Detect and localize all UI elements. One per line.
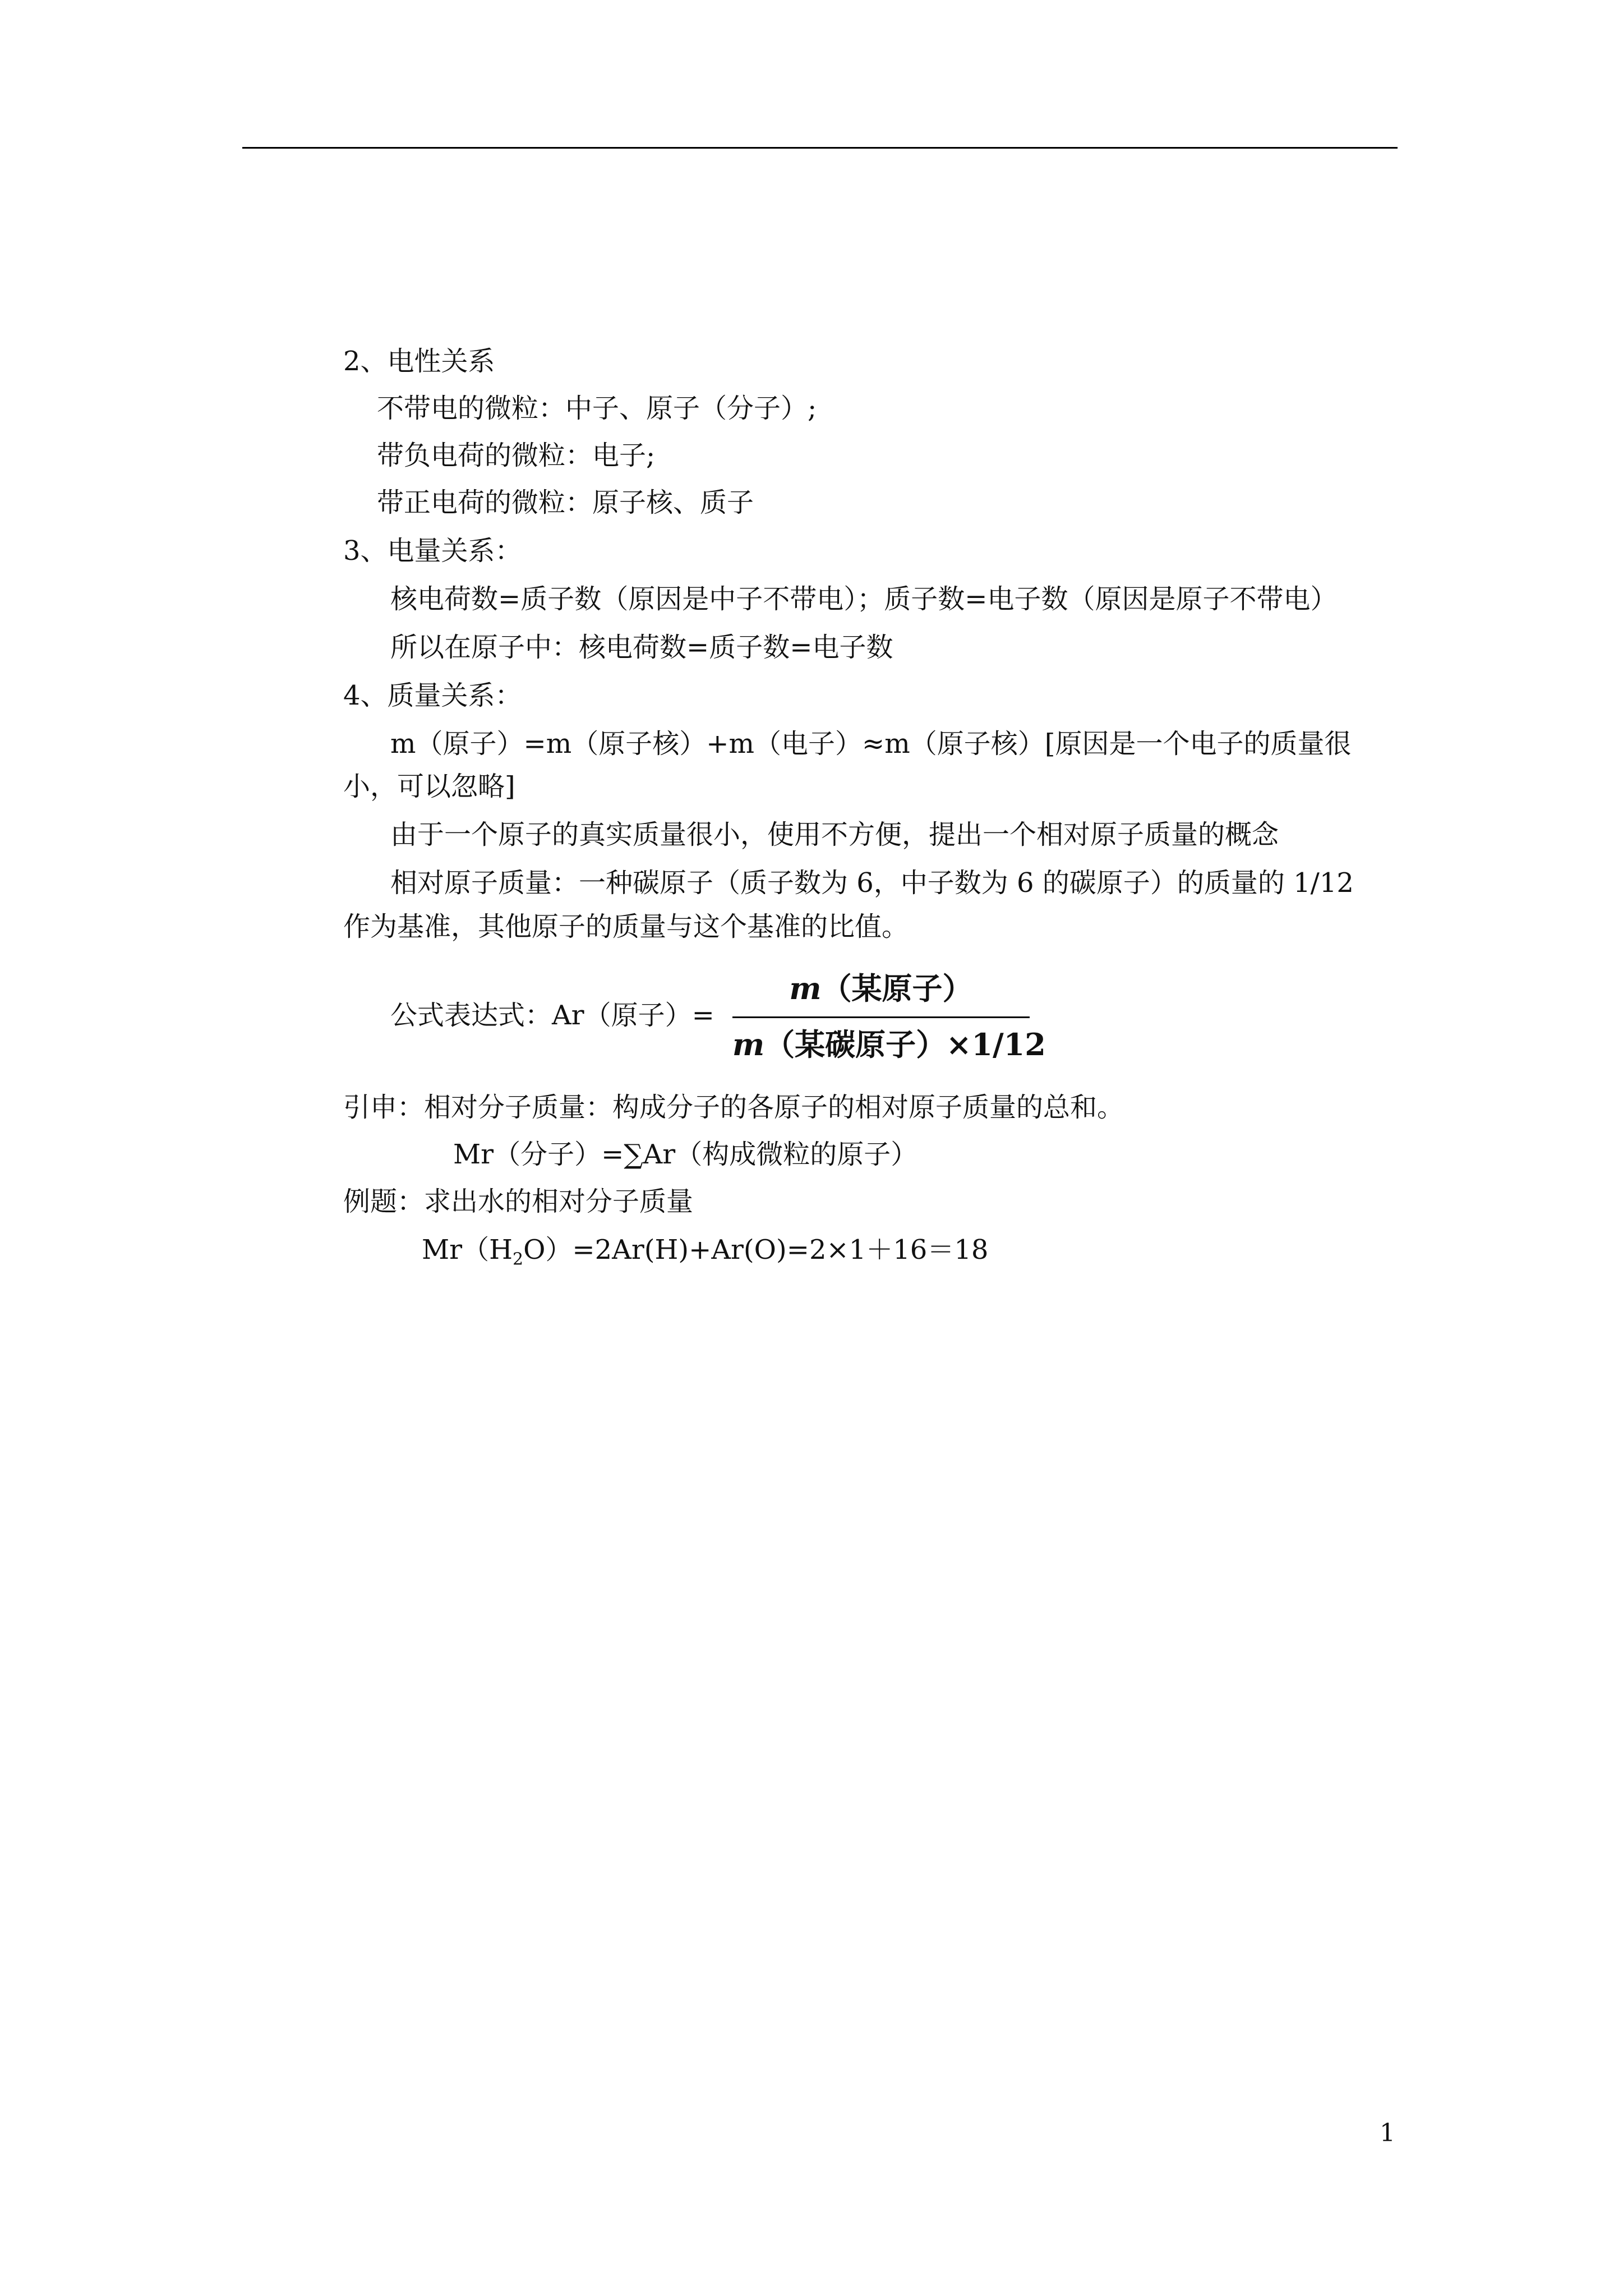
text-positive-particles: 带正电荷的微粒：原子核、质子 xyxy=(377,487,754,518)
text-uncharged-particles: 不带电的微粒：中子、原子（分子）; xyxy=(377,393,817,424)
text-example-calculation xyxy=(422,1233,988,1267)
section-heading-mass: 4、质量关系： xyxy=(343,680,522,711)
text-mr-formula: Mr（分子）=∑Ar（构成微粒的原子） xyxy=(453,1139,918,1170)
calc-suffix: O）=2Ar(H)+Ar(O)=2×1＋16＝18 xyxy=(523,1234,989,1266)
section-heading-electrical: 2、电性关系 xyxy=(343,346,495,377)
text-relative-mass-definition-1: 相对原子质量：一种碳原子（质子数为 6，中子数为 6 的碳原子）的质量的 1/12 xyxy=(390,867,1354,899)
denominator-text: （某碳原子）×1/12 xyxy=(764,1027,1046,1062)
text-mass-relation-2: 小，可以忽略] xyxy=(343,771,515,802)
text-molecular-mass-extension: 引申：相对分子质量：构成分子的各原子的相对原子质量的总和。 xyxy=(343,1092,1124,1123)
formula-numerator xyxy=(732,970,1030,1007)
formula-denominator xyxy=(732,1027,1046,1063)
text-mass-relation-1: m（原子）=m（原子核）+m（电子）≈m（原子核）[原因是一个电子的质量很 xyxy=(390,728,1352,760)
fraction-bar xyxy=(732,1016,1030,1018)
calc-subscript: 2 xyxy=(512,1249,524,1269)
section-heading-charge: 3、电量关系： xyxy=(343,535,522,567)
formula-lhs: 公式表达式：Ar（原子）= xyxy=(390,1000,714,1031)
text-in-atom: 所以在原子中：核电荷数=质子数=电子数 xyxy=(390,632,893,663)
text-example-question: 例题：求出水的相对分子质量 xyxy=(343,1186,694,1217)
text-negative-particles: 带负电荷的微粒：电子; xyxy=(377,440,656,471)
numerator-m: m xyxy=(789,970,822,1006)
numerator-text: （某原子） xyxy=(821,970,973,1006)
page-number: 1 xyxy=(1380,2119,1395,2147)
text-charge-relation: 核电荷数=质子数（原因是中子不带电）；质子数=电子数（原因是原子不带电） xyxy=(390,583,1338,615)
header-rule xyxy=(242,147,1398,149)
text-relative-mass-concept: 由于一个原子的真实质量很小，使用不方便，提出一个相对原子质量的概念 xyxy=(390,819,1279,850)
formula-fraction xyxy=(732,966,1046,1067)
calc-prefix: Mr（H xyxy=(422,1234,513,1266)
text-relative-mass-definition-2: 作为基准，其他原子的质量与这个基准的比值。 xyxy=(343,911,909,942)
denominator-m: m xyxy=(732,1027,765,1062)
